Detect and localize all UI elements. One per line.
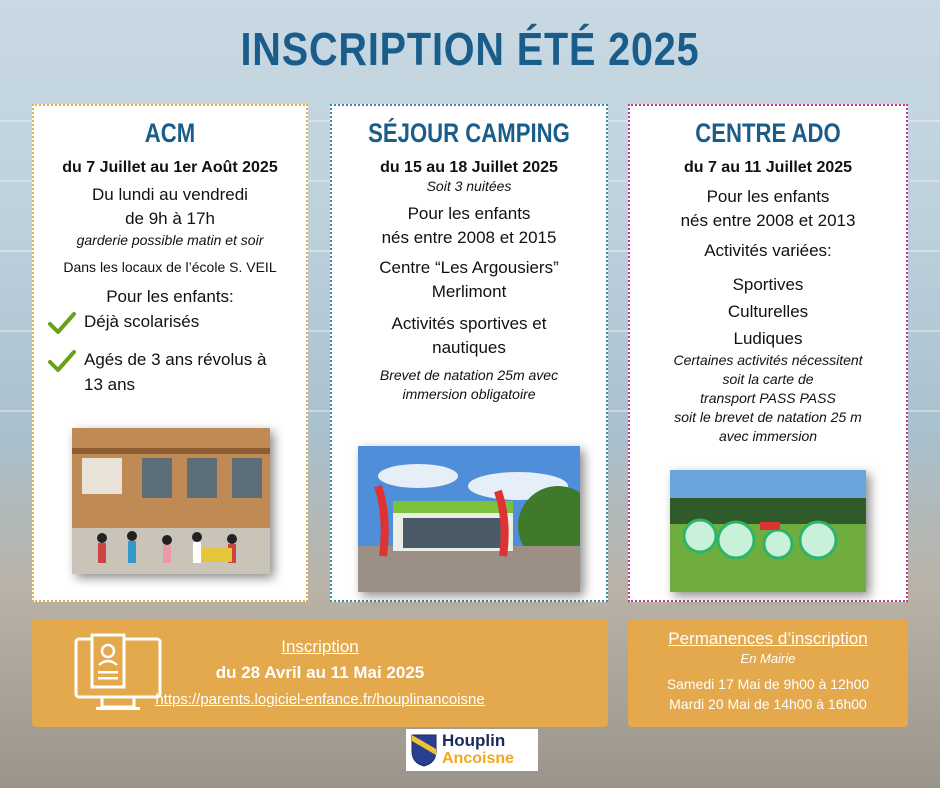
inscription-label: Inscription [281, 637, 359, 656]
camping-title: SÉJOUR CAMPING [368, 118, 570, 148]
acm-title: ACM [144, 118, 196, 148]
acm-check-label: Déjà scolarisés [84, 312, 200, 331]
acm-hours: de 9h à 17h [125, 209, 215, 228]
checkmark-icon [48, 347, 84, 379]
permanences-bar [628, 619, 908, 727]
ado-note-line: avec immersion [718, 428, 818, 444]
acm-check-label: Agés de 3 ans révolus à 13 ans [84, 350, 267, 394]
ado-note-line: transport PASS PASS [700, 390, 836, 406]
ado-title: CENTRE ADO [695, 118, 841, 148]
ado-note-line: Certaines activités nécessitent [673, 352, 863, 368]
bubble-football-photo [670, 470, 866, 592]
ado-list-item: Culturelles [727, 302, 809, 321]
acm-check-item [48, 347, 306, 397]
camping-born: nés entre 2008 et 2015 [381, 228, 557, 247]
acm-location: Dans les locaux de l’école S. VEIL [63, 259, 277, 275]
ado-dates: du 7 au 11 Juillet 2025 [683, 159, 853, 176]
camping-place: Merlimont [431, 282, 507, 301]
inscription-dates: du 28 Avril au 11 Mai 2025 [215, 663, 425, 682]
ado-note-line: soit le brevet de natation 25 m [674, 409, 862, 425]
inscription-bar [32, 619, 608, 727]
school-photo [72, 428, 270, 574]
acm-garderie: garderie possible matin et soir [76, 232, 264, 248]
town-logo [406, 729, 538, 771]
ado-born: nés entre 2008 et 2013 [680, 211, 856, 230]
permanence-slot: Mardi 20 Mai de 14h00 à 16h00 [669, 696, 867, 712]
permanences-where: En Mairie [740, 651, 796, 666]
camping-activities: Activités sportives et [391, 314, 547, 333]
inscription-link[interactable]: https://parents.logiciel-enfance.fr/houplinancoisne [155, 691, 485, 708]
camping-nights: Soit 3 nuitées [426, 178, 512, 194]
permanence-slot: Samedi 17 Mai de 9h00 à 12h00 [666, 676, 870, 692]
camping-dates: du 15 au 18 Juillet 2025 [380, 159, 558, 176]
camping-brevet-2: immersion obligatoire [402, 386, 536, 402]
logo-line2: Ancoisne [442, 750, 515, 767]
acm-for-kids: Pour les enfants: [106, 287, 234, 306]
permanences-label: Permanences d’inscription [668, 629, 868, 648]
ado-note-line: soit la carte de [722, 371, 814, 387]
acm-check-item [48, 309, 306, 341]
ado-varied: Activités variées: [704, 241, 832, 260]
checkmark-icon [48, 309, 84, 341]
acm-dates: du 7 Juillet au 1er Août 2025 [62, 159, 278, 176]
ado-for-kids: Pour les enfants [706, 187, 830, 206]
camping-brevet: Brevet de natation 25m avec [379, 367, 559, 383]
camping-activities-2: nautiques [432, 338, 506, 357]
coat-of-arms-icon [410, 733, 438, 767]
logo-line1: Houplin [442, 731, 506, 750]
acm-days: Du lundi au vendredi [92, 185, 248, 204]
ado-list-item: Ludiques [733, 329, 803, 348]
camping-centre: Centre “Les Argousiers” [379, 258, 559, 277]
page-title: INSCRIPTION ÉTÉ 2025 [240, 23, 700, 75]
ado-list-item: Sportives [732, 275, 804, 294]
camping-centre-photo [358, 446, 580, 592]
camping-for-kids: Pour les enfants [407, 204, 531, 223]
